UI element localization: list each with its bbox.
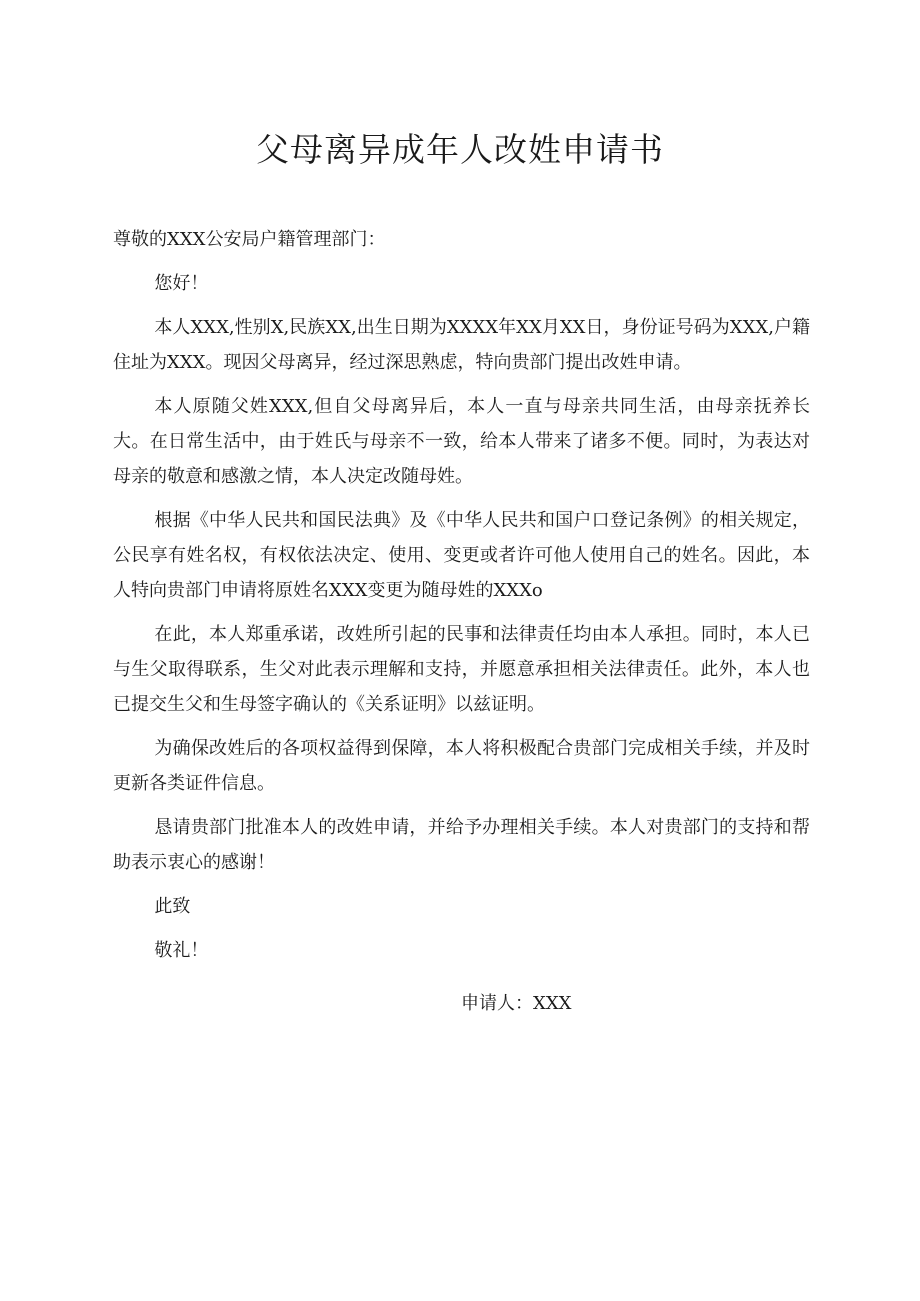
paragraph-reason: 本人原随父姓XXX,但自父母离异后，本人一直与母亲共同生活，由母亲抚养长大。在日常生活中，由于姓氏与母亲不一致，给本人带来了诸多不便。同时，为表达对母亲的敬意和感激之情，本人决定改随母姓。	[113, 396, 810, 487]
closing-cizhi: 此致	[154, 896, 191, 917]
paragraph-request: 恳请贵部门批准本人的改姓申请，并给予办理相关手续。本人对贵部门的支持和帮助表示衷心的感谢！	[113, 817, 810, 873]
paragraph-personal-info: 本人XXX,性别X,民族XX,出生日期为XXXX年XX月XX日，身份证号码为XXX,户籍住址为XXX。现因父母离异，经过深思熟虑，特向贵部门提出改姓申请。	[113, 317, 810, 373]
paragraph-legal-basis: 根据《中华人民共和国民法典》及《中华人民共和国户口登记条例》的相关规定，公民享有姓名权，有权依法决定、使用、变更或者许可他人使用自己的姓名。因此，本人特向贵部门申请将原姓名XXX变更为随母姓的XXXo	[113, 510, 810, 601]
salutation: 尊敬的XXX公安局户籍管理部门：	[113, 229, 386, 250]
document-body	[113, 222, 810, 1021]
closing-jingli: 敬礼！	[154, 940, 209, 961]
greeting: 您好！	[154, 273, 209, 294]
document-title: 父母离异成年人改姓申请书	[256, 130, 664, 169]
applicant-signature: 申请人：XXX	[461, 993, 572, 1014]
paragraph-cooperation: 为确保改姓后的各项权益得到保障，本人将积极配合贵部门完成相关手续，并及时更新各类证件信息。	[113, 738, 810, 794]
paragraph-commitment: 在此，本人郑重承诺，改姓所引起的民事和法律责任均由本人承担。同时，本人已与生父取得联系，生父对此表示理解和支持，并愿意承担相关法律责任。此外，本人也已提交生父和生母签字确认的《关系证明》以兹证明。	[113, 624, 810, 715]
